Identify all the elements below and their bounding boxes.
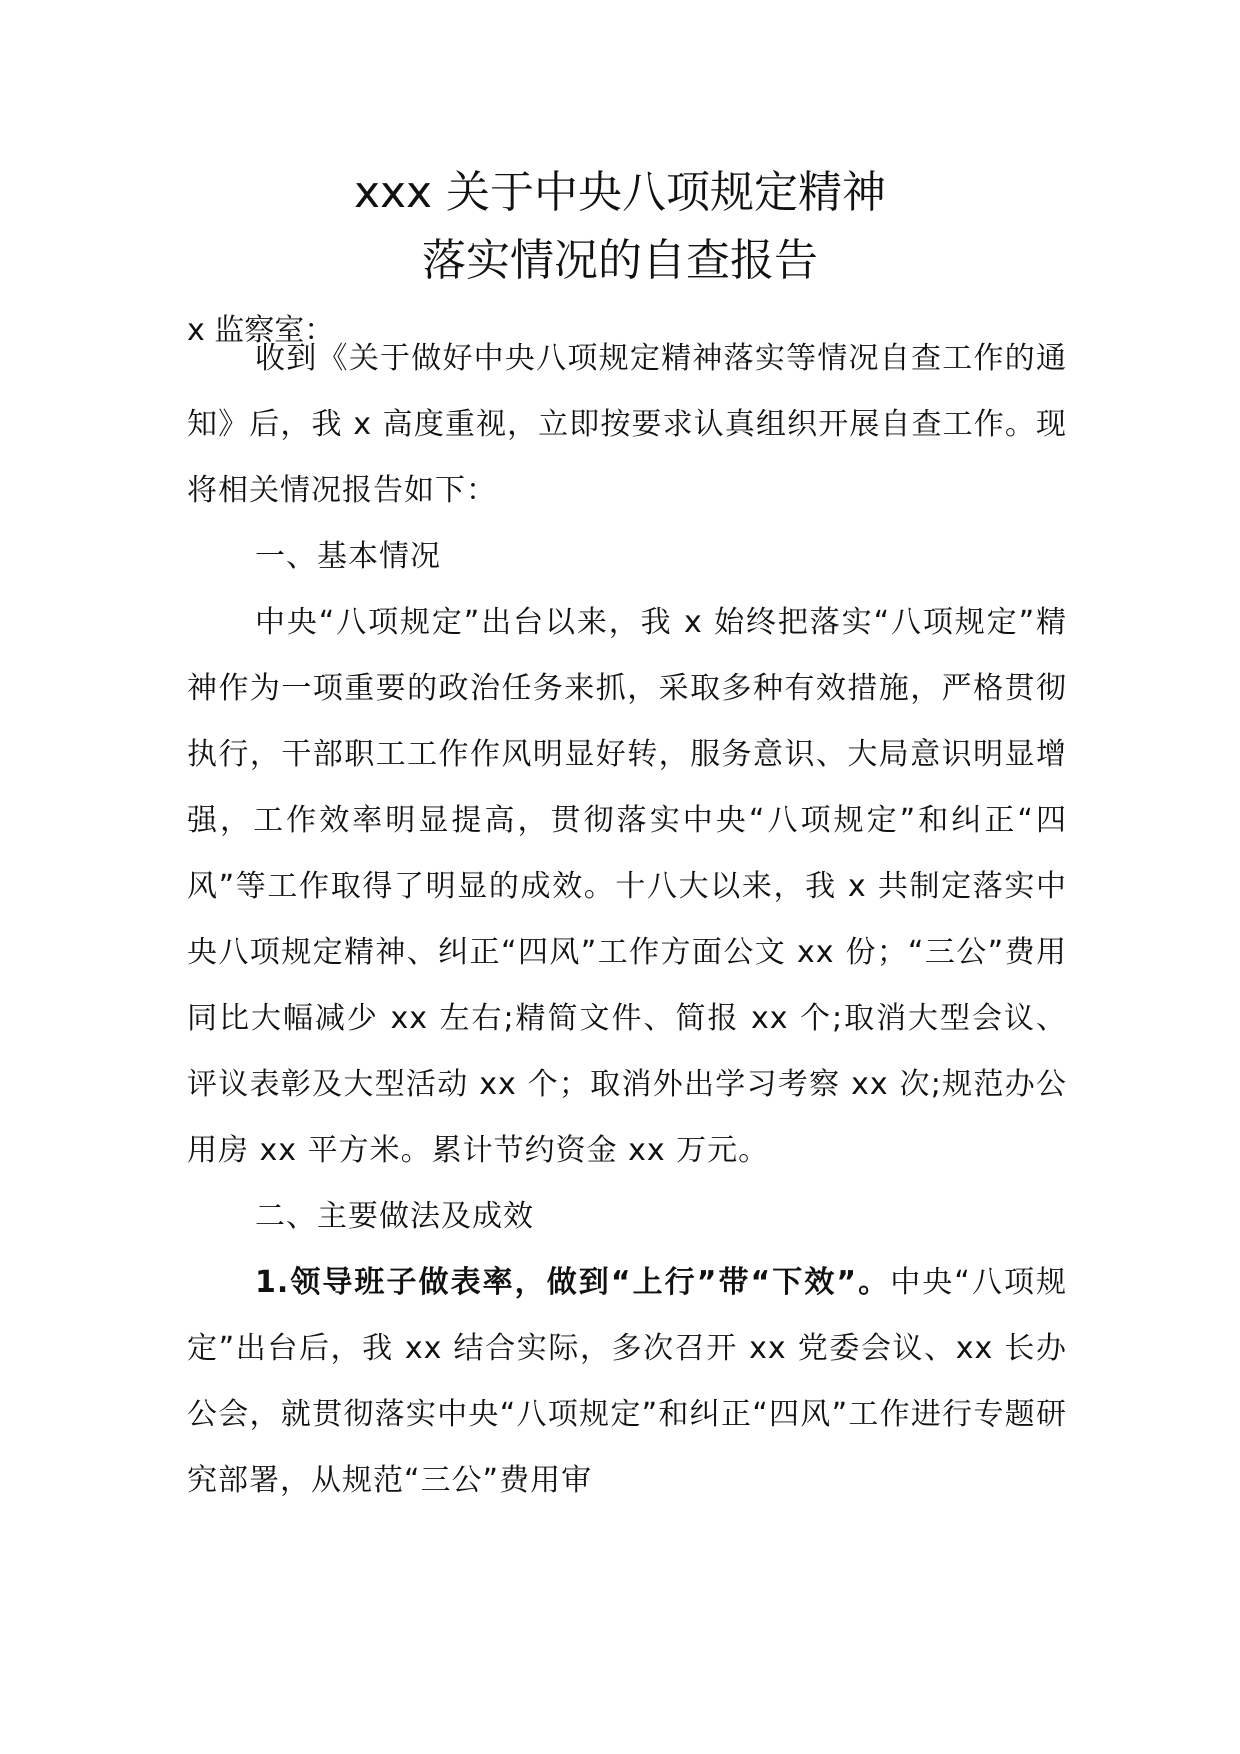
section-heading-measures: 二、主要做法及成效	[255, 1199, 534, 1234]
measure-item-1-text: 中央“八项规定”出台后，我 xx 结合实际，多次召开 xx 党委会议、xx 长办公会，就贯彻落实中央“八项规定”和纠正“四风”工作进行专题研究部署，从规范“三公”费用审	[187, 1265, 1067, 1498]
document-body	[187, 326, 1067, 1514]
document-title-line-2: 落实情况的自查报告	[422, 235, 818, 286]
measure-item-1-lead: 1.领导班子做表率，做到“上行”带“下效”。	[255, 1265, 891, 1300]
measure-item-1-paragraph	[187, 1250, 1067, 1514]
intro-paragraph: 收到《关于做好中央八项规定精神落实等情况自查工作的通知》后，我 x 高度重视，立即按要求认真组织开展自查工作。现将相关情况报告如下：	[187, 341, 1067, 508]
basic-situation-paragraph: 中央“八项规定”出台以来，我 x 始终把落实“八项规定”精神作为一项重要的政治任务来抓，采取多种有效措施，严格贯彻执行，干部职工工作作风明显好转，服务意识、大局意识明显增强，工作效率明显提高，贯彻落实中央“八项规定”和纠正“四风”等工作取得了明显的成效。十八大以来，我 x 共制定落实中央八项规定精神、纠正“四风”工作方面公文 xx 份；“三公”费用同比大幅减少 xx 左右;精简文件、简报 xx 个;取消大型会议、评议表彰及大型活动 xx 个；取消外出学习考察 xx 次;规范办公用房 xx 平方米。累计节约资金 xx 万元。	[187, 605, 1067, 1168]
section-heading-basic: 一、基本情况	[255, 539, 441, 574]
salutation: x 监察室：	[187, 313, 335, 348]
document-title-line-1: xxx 关于中央八项规定精神	[353, 167, 887, 218]
